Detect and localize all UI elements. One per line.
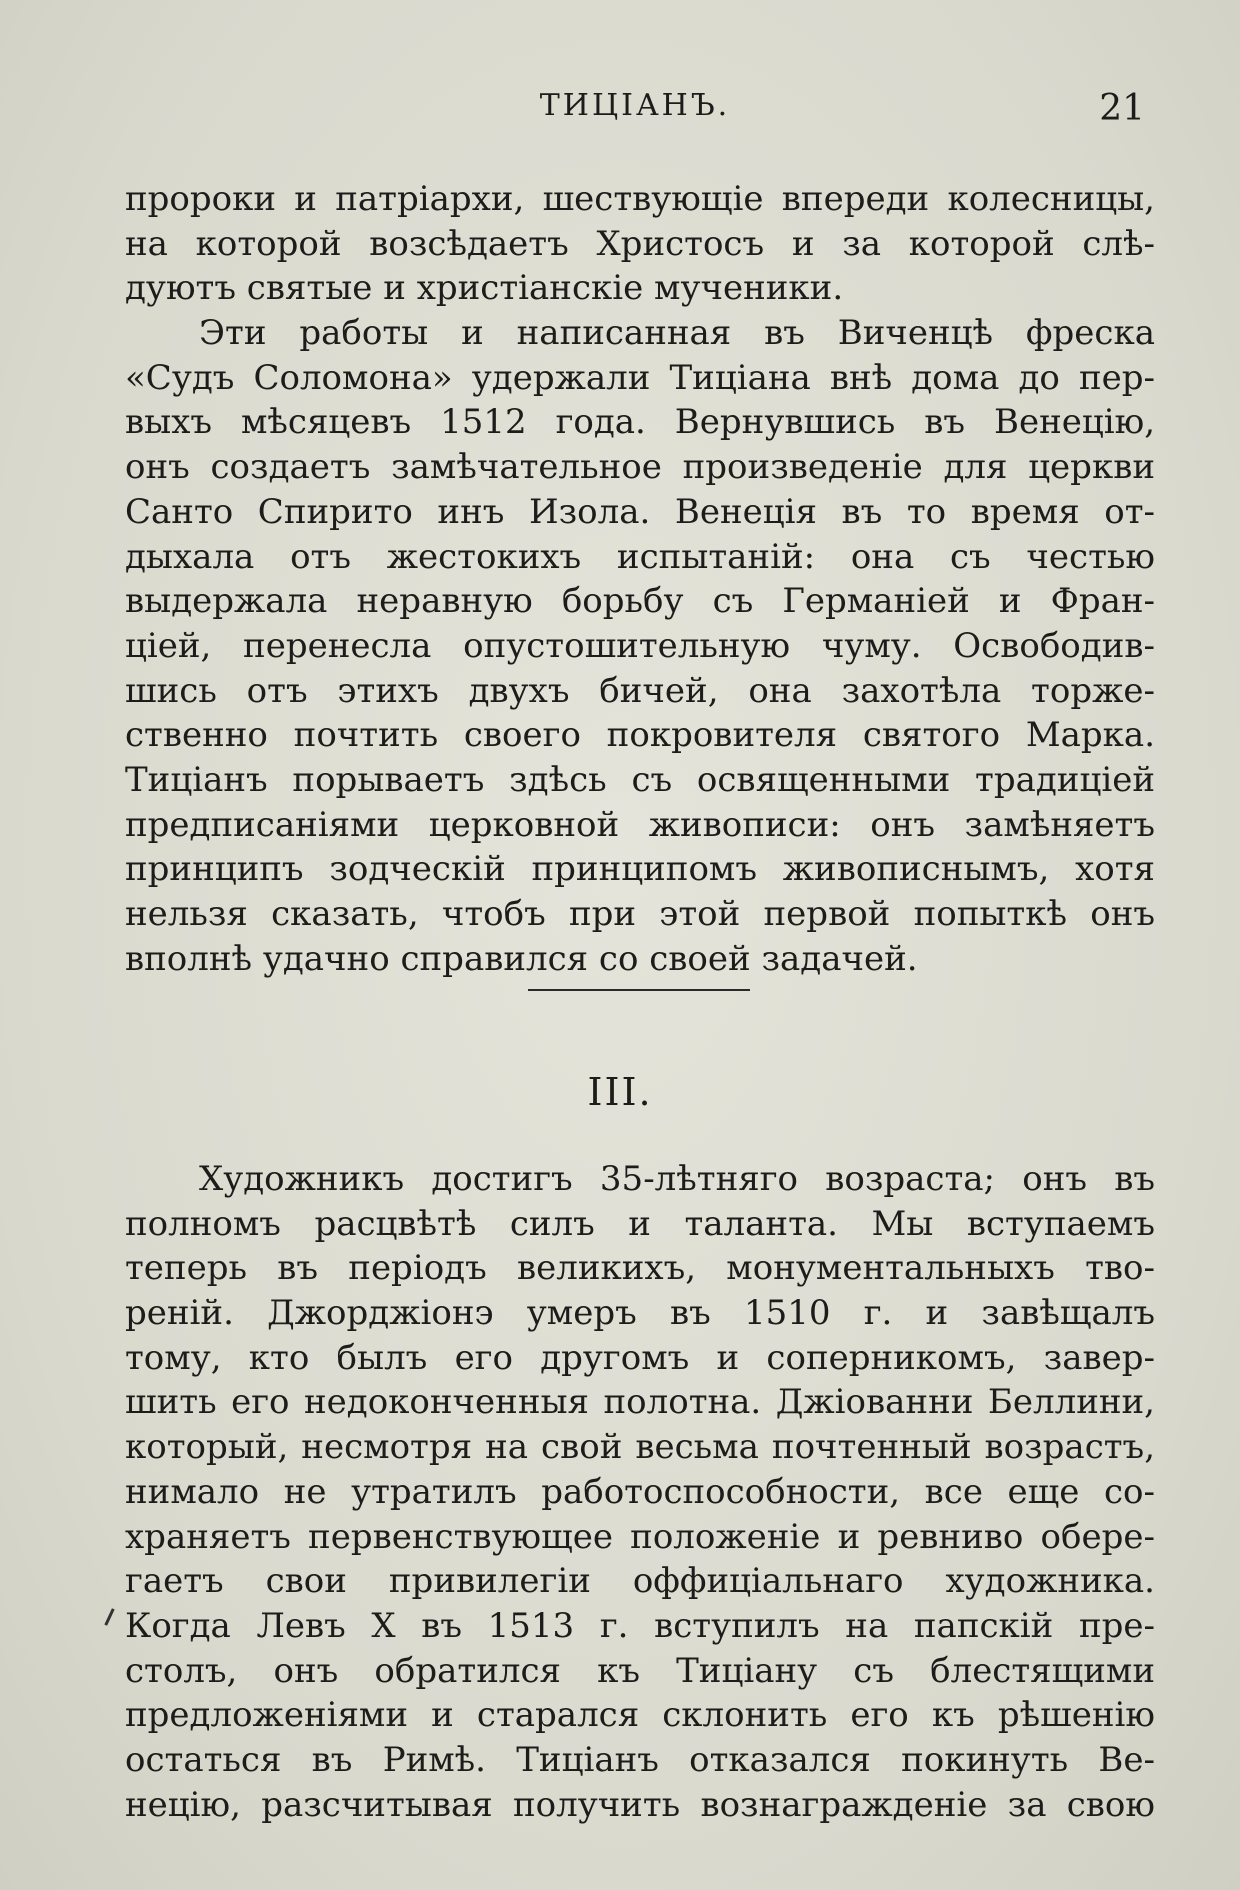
text-line: предложеніями и старался склонить его къ рѣшенію <box>125 1695 1155 1736</box>
text-line: шись отъ этихъ двухъ бичей, она захотѣла торже- <box>125 670 1155 711</box>
text-line: дуютъ святые и христіанскіе мученики. <box>125 268 844 309</box>
text-line: нельзя сказать, чтобъ при этой первой попыткѣ онъ <box>125 894 1155 934</box>
text-line: Художникъ достигъ 35-лѣтняго возраста; онъ въ <box>199 1159 1155 1199</box>
text-line: на которой возсѣдаетъ Христосъ и за которой слѣ- <box>125 223 1155 264</box>
text-line: дыхала отъ жестокихъ испытаній: она съ честью <box>125 536 1155 577</box>
text-line: нимало не утратилъ работоспособности, все еще со- <box>125 1471 1155 1512</box>
text-line: «Судъ Соломона» удержали Тиціана внѣ дома до пер- <box>125 357 1155 398</box>
running-title: ТИЦІАНЪ. <box>539 88 731 123</box>
text-line: Когда Левъ X въ 1513 г. вступилъ на папскій пре- <box>125 1605 1155 1646</box>
text-line: Тиціанъ порываетъ здѣсь съ освященными традиціей <box>125 759 1155 800</box>
text-line: Санто Спирито инъ Изола. Венеція въ то время от- <box>125 491 1155 532</box>
page-number: 21 <box>1099 88 1145 129</box>
text-line: шить его недоконченныя полотна. Джіованни Беллини, <box>125 1382 1155 1423</box>
text-block-lower <box>125 1157 1155 1827</box>
section-divider <box>528 989 750 991</box>
text-line: Эти работы и написанная въ Виченцѣ фреска <box>199 313 1155 354</box>
text-line: реній. Джорджіонэ умеръ въ 1510 г. и завѣщалъ <box>125 1293 1155 1334</box>
text-block-upper <box>125 177 1155 981</box>
text-line: который, несмотря на свой весьма почтенный возрастъ, <box>125 1427 1155 1468</box>
text-line: принципъ зодческій принципомъ живописнымъ, хотя <box>125 849 1155 890</box>
text-line: предписаніями церковной живописи: онъ замѣняетъ <box>125 804 1155 845</box>
text-line: выхъ мѣсяцевъ 1512 года. Вернувшись въ Венецію, <box>125 402 1155 443</box>
text-line: пророки и патріархи, шествующіе впереди колесницы, <box>125 179 1155 219</box>
text-line: остаться въ Римѣ. Тиціанъ отказался покинуть Ве- <box>125 1739 1155 1780</box>
text-line: выдержала неравную борьбу съ Германіей и Фран- <box>125 581 1155 622</box>
section-heading: III. <box>587 1070 653 1114</box>
text-line: храняетъ первенствующее положеніе и ревниво обере- <box>125 1516 1155 1557</box>
running-head <box>125 88 1145 136</box>
text-line: онъ создаетъ замѣчательное произведеніе для церкви <box>125 447 1155 488</box>
text-line: гаетъ свои привилегіи оффиціальнаго художника. <box>125 1561 1155 1602</box>
text-line: нецію, разсчитывая получить вознагражденіе за свою <box>125 1784 1155 1825</box>
text-line: теперь въ періодъ великихъ, монументальныхъ тво- <box>125 1248 1155 1289</box>
text-line: столъ, онъ обратился къ Тиціану съ блестящими <box>125 1650 1155 1691</box>
text-line: полномъ расцвѣтѣ силъ и таланта. Мы вступаемъ <box>125 1203 1155 1244</box>
text-line: вполнѣ удачно справился со своей задачей. <box>125 938 918 979</box>
text-line: тому, кто былъ его другомъ и соперникомъ, завер- <box>125 1337 1155 1378</box>
text-line: ціей, перенесла опустошительную чуму. Освободив- <box>125 625 1155 666</box>
text-line: ственно почтить своего покровителя святого Марка. <box>125 715 1155 756</box>
ink-mark <box>104 1608 114 1626</box>
